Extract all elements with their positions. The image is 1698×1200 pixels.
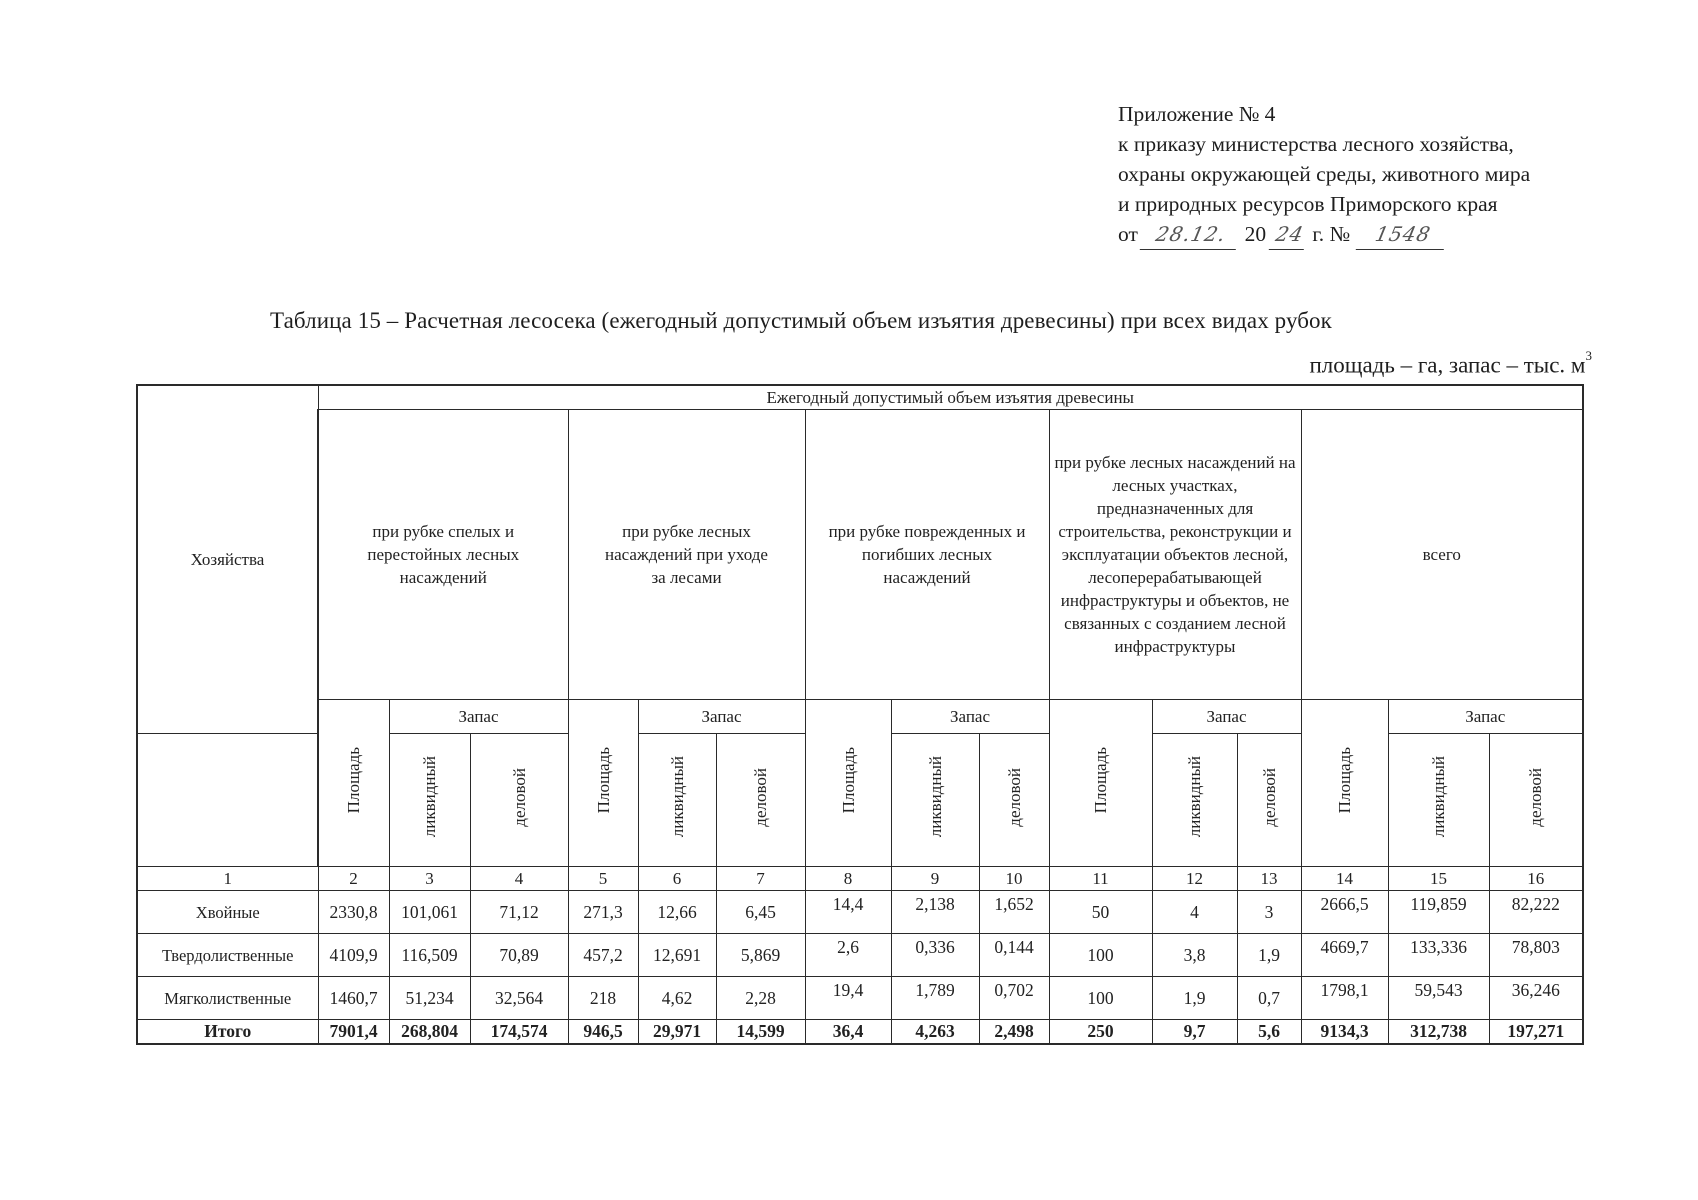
header-farm: Хозяйства — [137, 385, 318, 734]
total-cell: 250 — [1049, 1020, 1152, 1045]
header-area-1: Площадь — [318, 700, 389, 867]
cell: 36,246 — [1489, 977, 1583, 1020]
total-cell: 7901,4 — [318, 1020, 389, 1045]
col-num: 11 — [1049, 867, 1152, 891]
cell: 1,9 — [1237, 934, 1301, 977]
cell: 50 — [1049, 891, 1152, 934]
cell: 0,336 — [891, 934, 979, 977]
cell: 71,12 — [470, 891, 568, 934]
appendix-line-2: к приказу министерства лесного хозяйства, — [1118, 132, 1514, 156]
cell: 271,3 — [568, 891, 638, 934]
total-cell: 4,263 — [891, 1020, 979, 1045]
cell: 1798,1 — [1301, 977, 1388, 1020]
table-title: Таблица 15 – Расчетная лесосека (ежегодный допустимый объем изъятия древесины) при всех видах рубок — [270, 308, 1332, 333]
header-business-3: деловой — [979, 734, 1049, 867]
header-stock-1: Запас — [389, 700, 568, 734]
cell: 4 — [1152, 891, 1237, 934]
cell: 2,28 — [716, 977, 805, 1020]
col-num: 13 — [1237, 867, 1301, 891]
total-cell: 29,971 — [638, 1020, 716, 1045]
col-num: 15 — [1388, 867, 1489, 891]
table-row — [137, 977, 1583, 1020]
order-date-number — [1118, 219, 1638, 250]
handwritten-order-number: 1548 — [1356, 219, 1451, 250]
header-area-3: Площадь — [805, 700, 891, 867]
header-business-1: деловой — [470, 734, 568, 867]
handwritten-date: 28.12. — [1140, 219, 1243, 250]
header-group-title: Ежегодный допустимый объем изъятия древесины — [318, 385, 1583, 410]
year-prefix: 20 — [1244, 222, 1267, 246]
cell: 0,7 — [1237, 977, 1301, 1020]
total-cell: 312,738 — [1388, 1020, 1489, 1045]
row-name: Хвойные — [137, 891, 318, 934]
appendix-line-4: и природных ресурсов Приморского края — [1118, 192, 1498, 216]
cell: 59,543 — [1388, 977, 1489, 1020]
cell: 1460,7 — [318, 977, 389, 1020]
appendix-line-1: Приложение № 4 — [1118, 102, 1276, 126]
header-area-2: Площадь — [568, 700, 638, 867]
col-num: 1 — [137, 867, 318, 891]
col-num: 4 — [470, 867, 568, 891]
cell: 3 — [1237, 891, 1301, 934]
cell: 1,652 — [979, 891, 1049, 934]
header-total: всего — [1301, 410, 1583, 700]
column-number-row — [137, 867, 1583, 891]
col-num: 3 — [389, 867, 470, 891]
col-num: 10 — [979, 867, 1049, 891]
cell: 116,509 — [389, 934, 470, 977]
appendix-block — [1118, 99, 1638, 250]
header-area-5: Площадь — [1301, 700, 1388, 867]
units-note: площадь – га, запас – тыс. $м^3$ — [1309, 348, 1592, 378]
header-liquid-2: ликвидный — [638, 734, 716, 867]
cell: 78,803 — [1489, 934, 1583, 977]
row-name: Твердолиственные — [137, 934, 318, 977]
cell: 12,691 — [638, 934, 716, 977]
total-cell: 174,574 — [470, 1020, 568, 1045]
table-total-row — [137, 1020, 1583, 1045]
handwritten-year: 24 — [1268, 219, 1310, 250]
header-liquid-5: ликвидный — [1388, 734, 1489, 867]
total-label: Итого — [137, 1020, 318, 1045]
header-stock-4: Запас — [1152, 700, 1301, 734]
cell: 100 — [1049, 977, 1152, 1020]
col-num: 12 — [1152, 867, 1237, 891]
header-farm-spacer — [137, 734, 318, 867]
cell: 4109,9 — [318, 934, 389, 977]
total-cell: 268,804 — [389, 1020, 470, 1045]
cell: 119,859 — [1388, 891, 1489, 934]
cell: 133,336 — [1388, 934, 1489, 977]
cell: 100 — [1049, 934, 1152, 977]
cell: 218 — [568, 977, 638, 1020]
cell: 2,138 — [891, 891, 979, 934]
col-num: 9 — [891, 867, 979, 891]
cell: 0,702 — [979, 977, 1049, 1020]
header-business-2: деловой — [716, 734, 805, 867]
total-cell: 36,4 — [805, 1020, 891, 1045]
total-cell: 2,498 — [979, 1020, 1049, 1045]
cell: 6,45 — [716, 891, 805, 934]
total-cell: 197,271 — [1489, 1020, 1583, 1045]
col-num: 14 — [1301, 867, 1388, 891]
cell: 82,222 — [1489, 891, 1583, 934]
appendix-line-3: охраны окружающей среды, животного мира — [1118, 162, 1531, 186]
cell: 12,66 — [638, 891, 716, 934]
cell: 32,564 — [470, 977, 568, 1020]
cell: 5,869 — [716, 934, 805, 977]
cell: 2330,8 — [318, 891, 389, 934]
header-liquid-4: ликвидный — [1152, 734, 1237, 867]
cell: 4669,7 — [1301, 934, 1388, 977]
header-stock-5: Запас — [1388, 700, 1583, 734]
total-cell: 9,7 — [1152, 1020, 1237, 1045]
table-row — [137, 934, 1583, 977]
cell: 457,2 — [568, 934, 638, 977]
col-num: 7 — [716, 867, 805, 891]
cell: 70,89 — [470, 934, 568, 977]
cell: 19,4 — [805, 977, 891, 1020]
col-num: 5 — [568, 867, 638, 891]
cell: 0,144 — [979, 934, 1049, 977]
header-thinning-cutting: при рубке лесных насаждений при уходе за лесами — [568, 410, 805, 700]
header-damaged-cutting: при рубке поврежденных и погибших лесных насаждений — [805, 410, 1049, 700]
col-num: 6 — [638, 867, 716, 891]
total-cell: 946,5 — [568, 1020, 638, 1045]
col-num: 2 — [318, 867, 389, 891]
cell: 2666,5 — [1301, 891, 1388, 934]
header-liquid-3: ликвидный — [891, 734, 979, 867]
header-area-4: Площадь — [1049, 700, 1152, 867]
total-cell: 5,6 — [1237, 1020, 1301, 1045]
cell: 14,4 — [805, 891, 891, 934]
header-business-4: деловой — [1237, 734, 1301, 867]
header-business-5: деловой — [1489, 734, 1583, 867]
cell: 1,9 — [1152, 977, 1237, 1020]
col-num: 8 — [805, 867, 891, 891]
col-num: 16 — [1489, 867, 1583, 891]
from-label: от — [1118, 222, 1138, 246]
row-name: Мягколиственные — [137, 977, 318, 1020]
cell: 2,6 — [805, 934, 891, 977]
table-row — [137, 891, 1583, 934]
header-construction-cutting: при рубке лесных насаждений на лесных участках, предназначенных для строительства, реконструкции и эксплуатации объектов лесной, лесоперерабатывающей инфраструктуры и объектов, не связанных с созданием лесной инфраструктуры — [1049, 410, 1301, 700]
header-stock-2: Запас — [638, 700, 805, 734]
year-suffix: г. № — [1312, 222, 1350, 246]
allowable-cut-table — [136, 384, 1584, 1045]
header-stock-3: Запас — [891, 700, 1049, 734]
header-liquid-1: ликвидный — [389, 734, 470, 867]
cell: 1,789 — [891, 977, 979, 1020]
cell: 51,234 — [389, 977, 470, 1020]
cell: 4,62 — [638, 977, 716, 1020]
total-cell: 9134,3 — [1301, 1020, 1388, 1045]
header-mature-cutting: при рубке спелых и перестойных лесных насаждений — [318, 410, 568, 700]
cell: 101,061 — [389, 891, 470, 934]
total-cell: 14,599 — [716, 1020, 805, 1045]
cell: 3,8 — [1152, 934, 1237, 977]
